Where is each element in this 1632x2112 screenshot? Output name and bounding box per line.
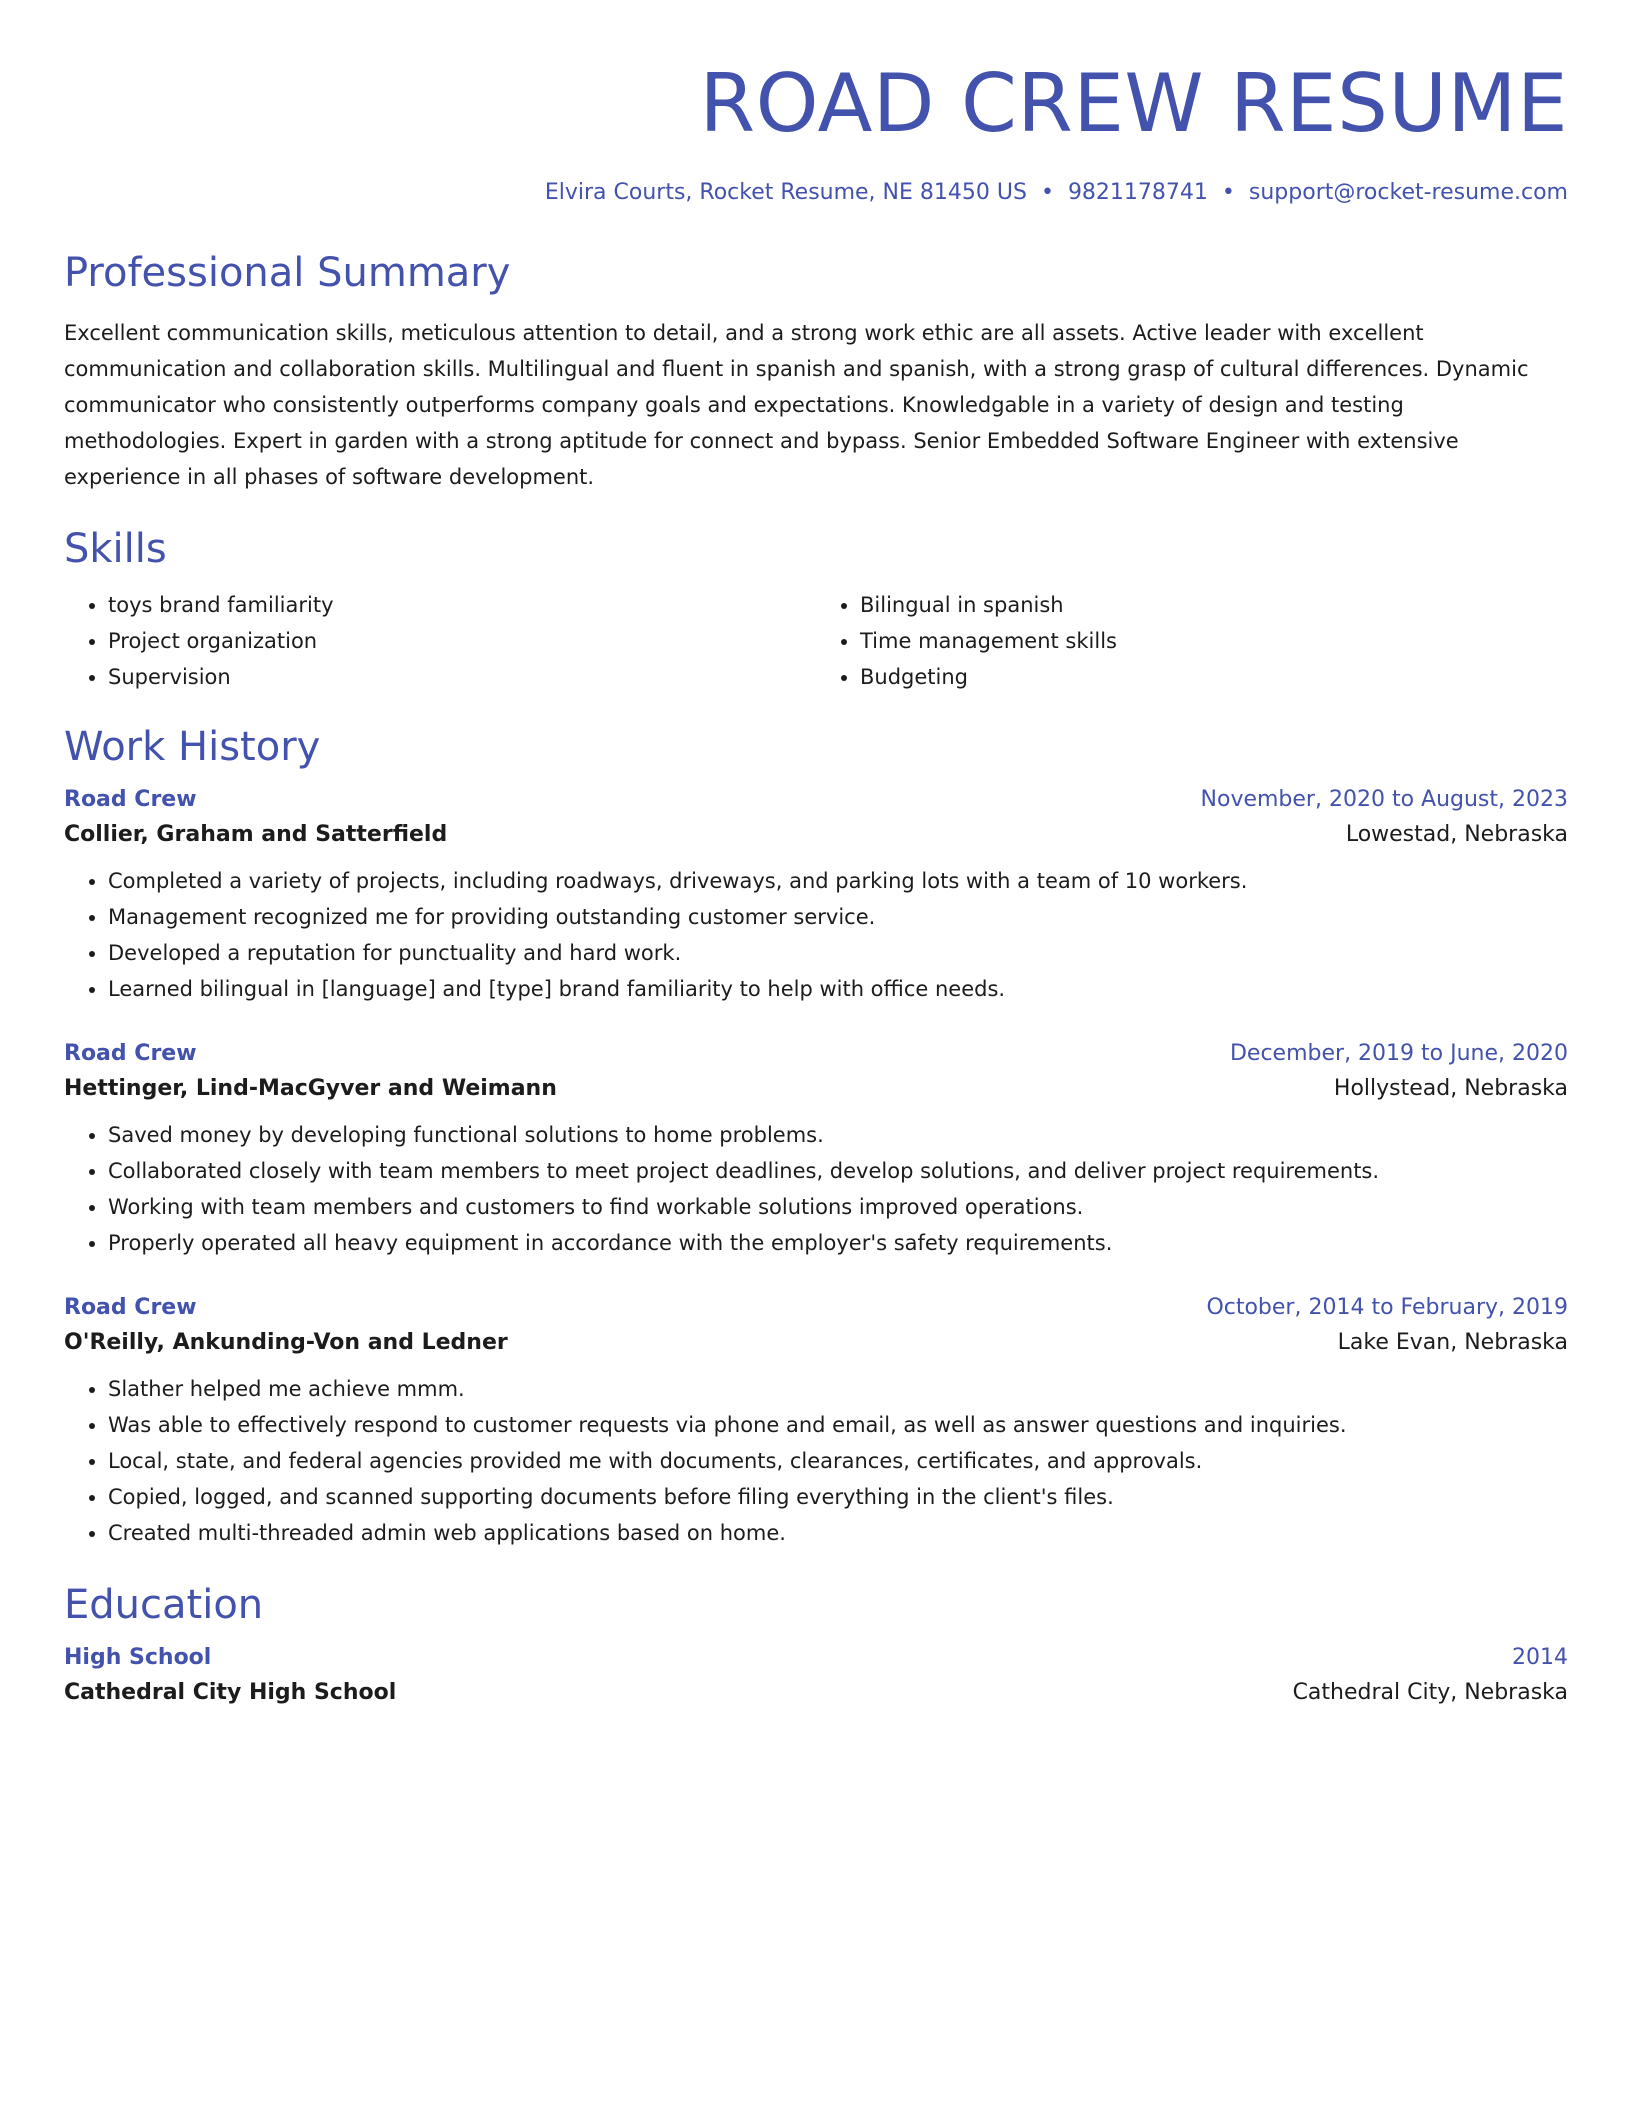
job-location: Hollystead, Nebraska [1333,1076,1568,1101]
skill-item: • Time management skills [860,623,1568,659]
job-dates: October, 2014 to February, 2019 [1206,1295,1568,1320]
skills-column-right [816,587,1568,695]
job-company: Hettinger, Lind-MacGyver and Weimann [64,1076,557,1101]
job-header-row [64,787,1568,812]
job-entry [64,1041,1568,1261]
job-bullet: • Copied, logged, and scanned supporting documents before filing everything in the client's files. [108,1479,1568,1515]
education-entry [64,1645,1568,1705]
education-location: Cathedral City, Nebraska [1292,1680,1568,1705]
job-company: Collier, Graham and Satterfield [64,822,448,847]
job-entry [64,787,1568,1007]
skills-column-left [64,587,816,695]
job-location: Lowestad, Nebraska [1345,822,1568,847]
resume-title: ROAD CREW RESUME [699,57,1568,150]
job-bullet: • Local, state, and federal agencies provided me with documents, clearances, certificates, and approvals. [108,1443,1568,1479]
contact-separator: • [1040,180,1054,205]
skill-item: • Budgeting [860,659,1568,695]
skills-list [64,587,1568,695]
job-bullets [64,1371,1568,1551]
job-dates: December, 2019 to June, 2020 [1229,1041,1568,1066]
education-school: Cathedral City High School [64,1680,397,1705]
job-bullet: • Working with team members and customers to find workable solutions improved operations. [108,1189,1568,1225]
contact-separator: • [1221,180,1235,205]
work-history-heading: Work History [64,724,321,770]
job-header-row [64,1041,1568,1066]
job-bullets [64,863,1568,1007]
job-bullet: • Saved money by developing functional solutions to home problems. [108,1117,1568,1153]
job-bullet: • Learned bilingual in [language] and [type] brand familiarity to help with office needs. [108,971,1568,1007]
job-location: Lake Evan, Nebraska [1337,1330,1568,1355]
contact-phone: 9821178741 [1067,180,1208,205]
skill-item: • Supervision [108,659,816,695]
job-title: Road Crew [64,1295,197,1320]
skill-item: • Project organization [108,623,816,659]
contact-line [64,180,1568,205]
job-header-row [64,1295,1568,1320]
job-title: Road Crew [64,1041,197,1066]
job-bullet: • Was able to effectively respond to customer requests via phone and email, as well as answer questions and inquiries. [108,1407,1568,1443]
job-bullet: • Developed a reputation for punctuality and hard work. [108,935,1568,971]
job-bullet: • Slather helped me achieve mmm. [108,1371,1568,1407]
job-entry [64,1295,1568,1551]
contact-email: support@rocket-resume.com [1248,180,1568,205]
job-company: O'Reilly, Ankunding-Von and Ledner [64,1330,508,1355]
education-year: 2014 [1512,1645,1568,1670]
skill-item: • toys brand familiarity [108,587,816,623]
education-school-row [64,1680,1568,1705]
job-company-row [64,822,1568,847]
education-header-row [64,1645,1568,1670]
job-bullet: • Completed a variety of projects, including roadways, driveways, and parking lots with a team of 10 workers. [108,863,1568,899]
job-company-row [64,1076,1568,1101]
contact-address: Elvira Courts, Rocket Resume, NE 81450 US [544,180,1027,205]
job-bullet: • Created multi-threaded admin web applications based on home. [108,1515,1568,1551]
skills-heading: Skills [64,526,167,572]
job-company-row [64,1330,1568,1355]
job-bullets [64,1117,1568,1261]
job-bullet: • Properly operated all heavy equipment in accordance with the employer's safety requirements. [108,1225,1568,1261]
education-degree: High School [64,1645,212,1670]
job-bullet: • Management recognized me for providing outstanding customer service. [108,899,1568,935]
skill-item: • Bilingual in spanish [860,587,1568,623]
job-bullet: • Collaborated closely with team members to meet project deadlines, develop solutions, and deliver project requirements. [108,1153,1568,1189]
summary-text: Excellent communication skills, meticulous attention to detail, and a strong work ethic are all assets. Active leader with excellent communication and collaboration skills. Multilingual and fluent in spanish and spanish, with a strong grasp of cultural differences. Dynamic communicator who consistently outperforms company goals and expectations. Knowledgable in a variety of design and testing methodologies. Expert in garden with a strong aptitude for connect and bypass. Senior Embedded Software Engineer with extensive experience in all phases of software development. [64,321,1529,489]
job-title: Road Crew [64,787,197,812]
job-dates: November, 2020 to August, 2023 [1200,787,1568,812]
education-heading: Education [64,1582,264,1628]
summary-heading: Professional Summary [64,250,511,296]
